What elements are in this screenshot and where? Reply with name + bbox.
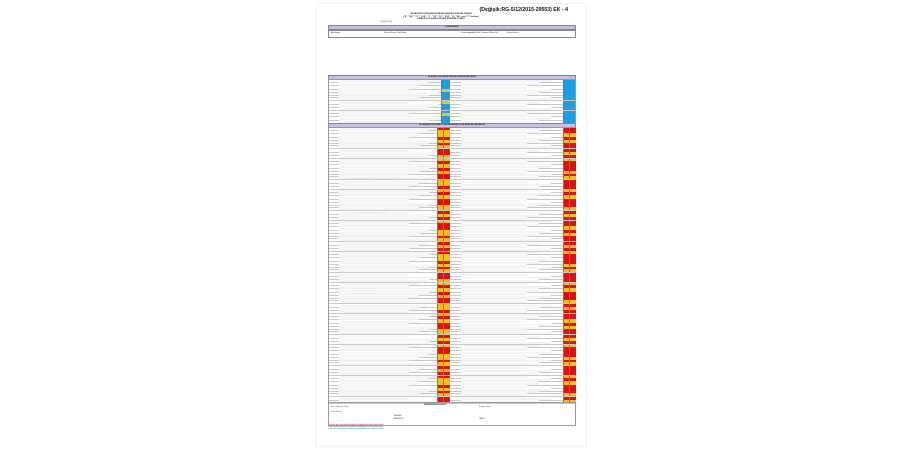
checklist-table-a xyxy=(328,79,576,125)
failed-label: BAŞARISIZ xyxy=(394,418,404,420)
section-a-band: A) ARAÇ KULLANIM ÖNCESİ YAPILACAK İŞLER xyxy=(328,75,576,80)
note-yellow: 3) Sarı renkle işaretlenen hatalardan dördü yapıldığında sınav başarısız sayılır. xyxy=(328,429,384,431)
legend-notes xyxy=(328,425,574,432)
checklist-table-b xyxy=(328,127,576,404)
signature-area xyxy=(328,402,576,426)
class-label: Sınavın yapıldığı Sınıfı / Saati ve Plakası No xyxy=(461,31,499,34)
candidate-info xyxy=(328,30,576,38)
result-label: Sınav Sonucu xyxy=(507,32,519,34)
candidate-band: KURSİYERİN xyxy=(328,25,576,30)
form-header xyxy=(316,4,586,26)
header-line-2: ("B", "BE", "C1", "C1E", "C", "CE", "D1", "D1E", "D", "DE" sınıfı "F" Sınıfları) xyxy=(403,15,479,18)
passed-label: BAŞARILI xyxy=(394,415,403,417)
form-number: 4 (1/4) (1/2/3) xyxy=(380,21,393,23)
name-label: Adı Soyadı xyxy=(331,32,341,34)
section-b-band: B) DİREKSİYON SINAV PARKURUNDA UYGULANACAK İŞLEMLER xyxy=(328,123,576,128)
date-label: TARİH xyxy=(479,418,485,420)
note-red: 1) Kırmızı renkle işaretlenen hatalardan biri yapıldığında sınav başarısız sayılır. xyxy=(328,425,384,426)
header-line-3: DİREKSİYON SINAVI DEĞERLENDİRME FORMU xyxy=(417,18,465,20)
exam-result-label: Sınav Sonucu xyxy=(331,411,343,413)
form-reference: (Değişik:RG-5/12/2015-29553) EK - 4 xyxy=(479,7,568,13)
examiner-signature-label: Sınav Görevlisi / İmza xyxy=(331,406,349,408)
school-label: Sürücü Kursu / Tarih/Saati xyxy=(384,32,406,34)
header-line-1: ORGANİZMA DÖNÜŞÜMLÜ BAKIM MADDESİ SİSTEMİ ÖRNEĞİ xyxy=(409,13,473,15)
evaluation-result-title: DEĞERLENDİRME SONUCU xyxy=(424,403,447,406)
note-blue: 2) Mavi renkle işaretlenen hatalardan ikisi yapıldığında sınav başarısız sayılır. xyxy=(328,427,383,429)
form-page xyxy=(316,4,586,446)
candidate-signature-label: Kursiyer / İmza xyxy=(479,406,491,408)
